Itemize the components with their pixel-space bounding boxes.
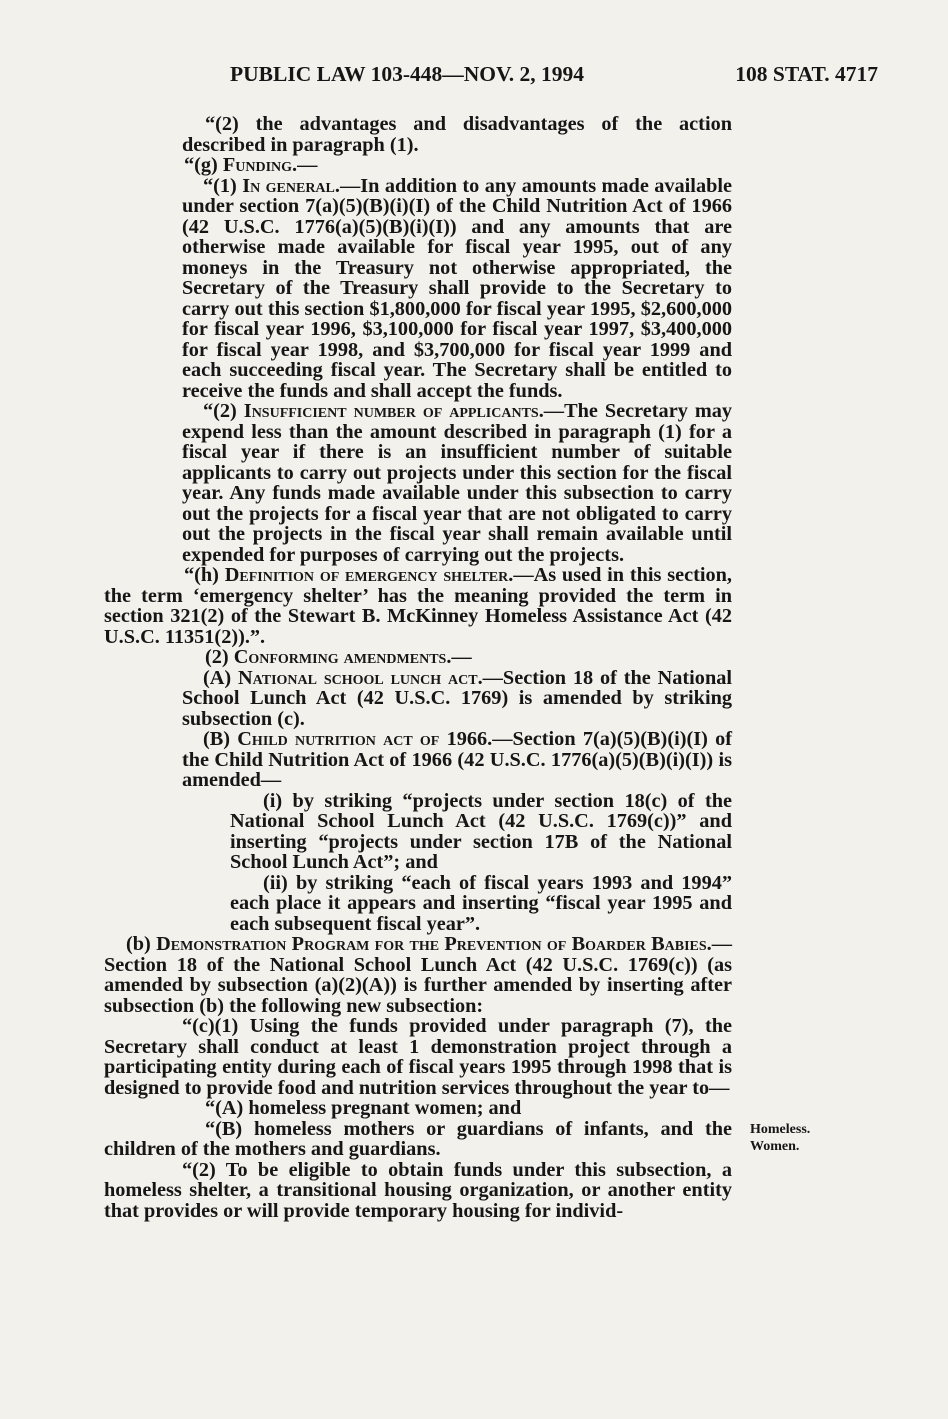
clause-ii: (ii) by striking “each of fiscal years 1993 and 1994” each place it appears and inserting “fiscal year 1995 and each subsequent fiscal year”. [230,871,732,935]
paragraph-c2: “(2) To be eligible to obtain funds under this subsection, a homeless shelter, a transitional housing organization, or another entity that provides or will provide temporary housing for individ- [104,1158,732,1222]
subsection-g-heading: “(g) Funding.— [184,154,318,176]
paragraph-advantages: “(2) the advantages and disadvantages of the action described in paragraph (1). [182,113,732,156]
subparagraph-c-a: “(A) homeless pregnant women; and [205,1097,522,1119]
margin-note-line: Homeless. [750,1122,811,1137]
paragraph-conforming-amendments: (2) Conforming amendments.— [205,646,472,668]
running-header [200,62,878,92]
subparagraph-b-cna: (B) Child nutrition act of 1966.—Section 7(a)(5)(B)(i)(I) of the Child Nutrition Act of 1966 (42 U.S.C. 1776(a)(5)(B)(i)(I)) is amended— [182,728,732,791]
paragraph-g2-insufficient: “(2) Insufficient number of applicants.—The Secretary may expend less than the amount described in paragraph (1) for a fiscal year if there is an insufficient number of suitable applicants to carry out projects under this section for the fiscal year. Any funds made available under this subsection to carry out the projects for a fiscal year that are not obligated to carry out the projects in the fiscal year shall remain available until expended for purposes of carrying out the projects. [182,400,733,566]
subsection-h-definition: “(h) Definition of emergency shelter.—As used in this section, the term ‘emergency shelter’ has the meaning provided the term in section 321(2) of the Stewart B. McKinney Homeless Assistance Act (42 U.S.C. 11351(2)).”. [104,564,732,648]
subparagraph-a-nsla: (A) National school lunch act.—Section 18 of the National School Lunch Act (42 U.S.C. 1769) is amended by striking subsection (c). [182,666,733,730]
paragraph-c1: “(c)(1) Using the funds provided under paragraph (7), the Secretary shall conduct at least 1 demonstration project through a participating entity during each of fiscal years 1995 through 1998 that is designed to provide food and nutrition services throughout the year to— [104,1015,732,1099]
statute-page-ref: 108 STAT. 4717 [735,62,878,86]
body-text [104,114,732,1221]
paragraph-g1-funding: “(1) In general.—In addition to any amounts made available under section 7(a)(5)(B)(i)(I) of the Child Nutrition Act of 1966 (42 U.S.C. 1776(a)(5)(B)(i)(I)) and any amounts that are otherwise made available for fiscal year 1995, out of any moneys in the Treasury not otherwise appropriated, the Secretary of the Treasury shall provide to the Secretary to carry out this section $1,800,000 for fiscal year 1995, $2,600,000 for fiscal year 1996, $3,100,000 for fiscal year 1997, $3,400,000 for fiscal year 1998, and $3,700,000 for fiscal year 1999 and each succeeding fiscal year. The Secretary shall be entitled to receive the funds and shall accept the funds. [182,174,733,402]
law-title: PUBLIC LAW 103-448—NOV. 2, 1994 [230,62,584,86]
margin-note-line: Women. [750,1139,800,1154]
clause-i: (i) by striking “projects under section 18(c) of the National School Lunch Act (42 U.S.C. 1769(c))” and inserting “projects under section 17B of the National School Lunch Act”; and [230,789,732,873]
subsection-b-demonstration: (b) Demonstration Program for the Prevention of Boarder Babies.—Section 18 of the National School Lunch Act (42 U.S.C. 1769(c)) (as amended by subsection (a)(2)(A)) is further amended by inserting after subsection (b) the following new subsection: [104,933,733,1017]
margin-note [750,1121,810,1155]
subparagraph-c-b: “(B) homeless mothers or guardians of infants, and the children of the mothers and guardians. [104,1117,732,1160]
